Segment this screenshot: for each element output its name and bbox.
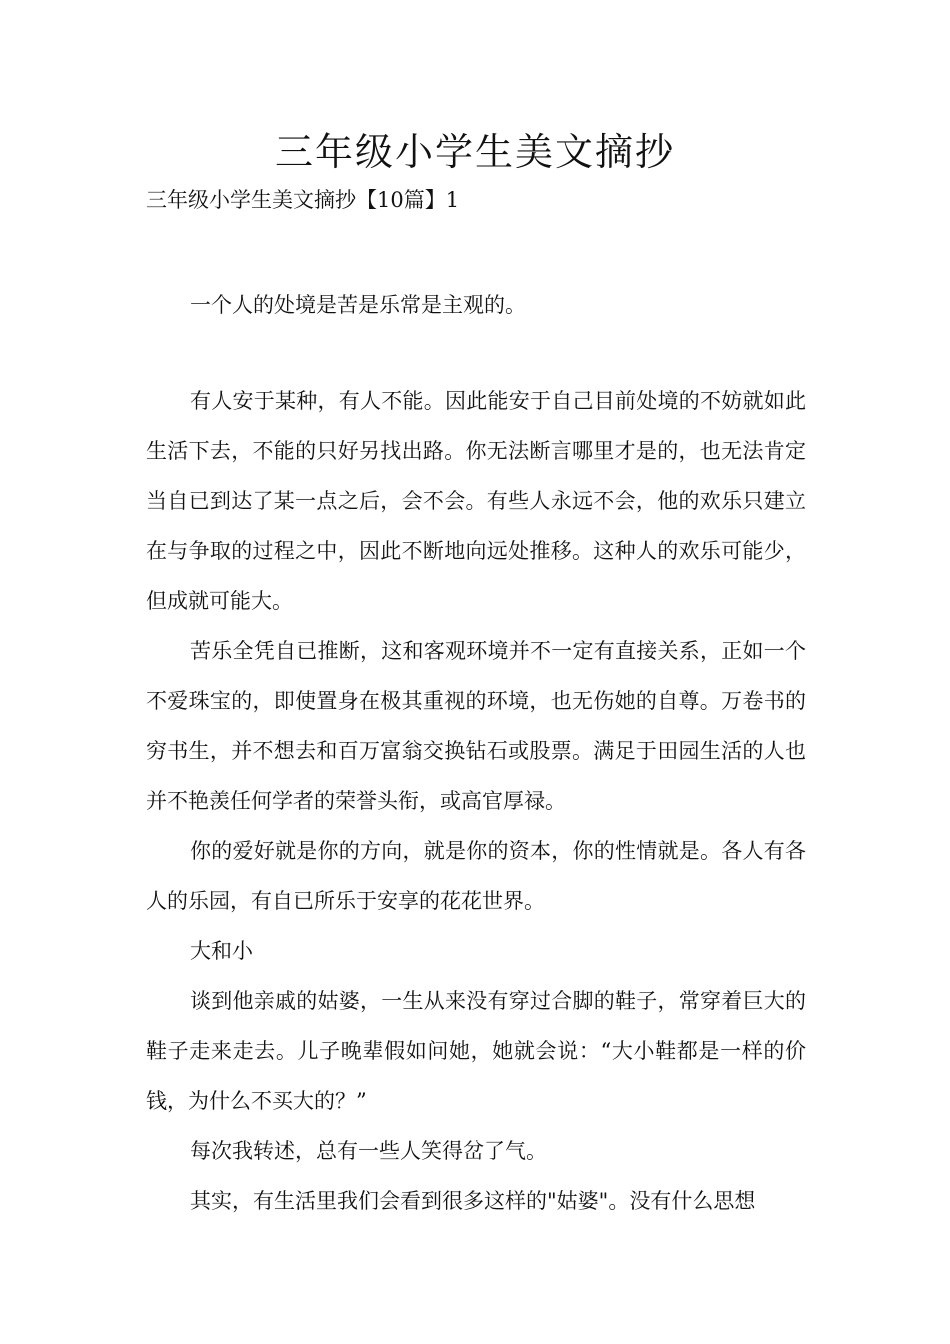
document-subtitle: 三年级小学生美文摘抄【10篇】1 (146, 188, 460, 212)
paragraph-3: 苦乐全凭自已推断，这和客观环境并不一定有直接关系，正如一个不爱珠宝的，即使置身在极其重视的环境，也无伤她的自尊。万卷书的穷书生，并不想去和百万富翁交换钻石或股票。满足于田园生活的人也并不艳羡任何学者的荣誉头衔，或高官厚禄。 (146, 639, 806, 813)
paragraph-5: 谈到他亲戚的姑婆，一生从来没有穿过合脚的鞋子，常穿着巨大的鞋子走来走去。儿子晚辈假如问她，她就会说：“大小鞋都是一样的价钱，为什么不买大的？” (146, 989, 806, 1113)
document-body (146, 280, 806, 1226)
section-heading: 大和小 (190, 939, 253, 963)
paragraph-6: 每次我转述，总有一些人笑得岔了气。 (190, 1139, 547, 1163)
paragraph-7: 其实，有生活里我们会看到很多这样的"姑婆"。没有什么思想 (190, 1189, 756, 1213)
document-title: 三年级小学生美文摘抄 (274, 130, 675, 174)
paragraph-2: 有人安于某种，有人不能。因此能安于自己目前处境的不妨就如此生活下去，不能的只好另找出路。你无法断言哪里才是的，也无法肯定当自已到达了某一点之后，会不会。有些人永远不会，他的欢乐只建立在与争取的过程之中，因此不断地向远处推移。这种人的欢乐可能少，但成就可能大。 (146, 389, 806, 613)
paragraph-1: 一个人的处境是苦是乐常是主观的。 (190, 293, 526, 317)
paragraph-4: 你的爱好就是你的方向，就是你的资本，你的性情就是。各人有各人的乐园，有自已所乐于安享的花花世界。 (146, 839, 806, 913)
